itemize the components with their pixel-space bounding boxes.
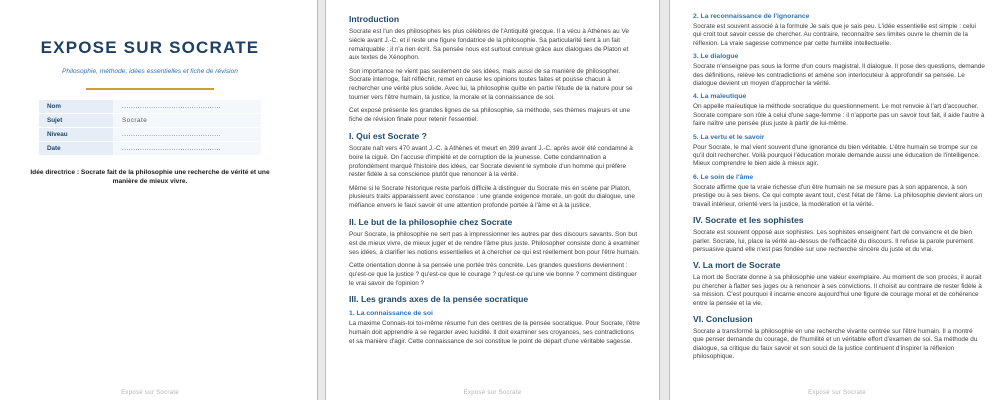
subsection-heading: 5. La vertu et le savoir <box>693 133 765 141</box>
subsection-heading: 2. La reconnaissance de l'ignorance <box>693 13 810 20</box>
paragraph: Socrate naît vers 470 avant J.-C. à Athènes et meurt en 399 avant J.-C. après avoir été condamné à boire la ciguë. On l'accuse d'impiété et de corruption de la jeunesse. Cette condamnation a profondément marqué l'histoire des idées, car Socrate devient le symbole d'un homme qui préfère rester fidèle à sa conscience plutôt que renoncer à la vérité. <box>349 144 633 179</box>
document-subtitle: Philosophie, méthode, idées essentielles et fiche de révision <box>62 68 238 75</box>
gold-divider <box>86 88 214 90</box>
row-label: Nom <box>39 100 113 113</box>
row-value: ............................................ <box>113 100 261 113</box>
table-row <box>39 100 261 114</box>
row-value: Socrate <box>113 114 261 127</box>
paragraph: La maxime Connais-toi toi-même résume l'un des centres de la pensée socratique. Pour Socrate, l'être humain doit apprendre à se regarder avec lucidité. Il doit examiner ses croyances, ses contradictions et sa manière d'agir. Cette connaissance de soi constitue le point de départ d'une véritable sagesse. <box>349 320 640 345</box>
paragraph: Socrate est souvent opposé aux sophistes. Les sophistes enseignent l'art de convaincre et de bien parler. Socrate, lui, place la vérité au-dessus de l'efficacité du discours. Il refuse la parole purement persuasive quand elle n'est pas fondée sur une recherche sincère du juste et du vrai. <box>693 229 973 253</box>
paragraph: Socrate a transformé la philosophie en une recherche vivante centrée sur l'être humain. Il a montré que penser demande du courage, de l'humilité et un véritable effort d'examen de soi. Sa méthode du dialogue, sa critique du faux savoir et son souci de la justice continuent d'inspirer la réflexion philosophique. <box>693 327 978 361</box>
document-page-2[interactable] <box>325 0 660 400</box>
row-value: ............................................ <box>113 142 261 155</box>
section-heading: II. Le but de la philosophie chez Socrate <box>349 217 513 228</box>
paragraph: Socrate affirme que la vraie richesse d'un être humain ne se mesure pas à son apparence, à son prestige ou à ses biens. Ce qui compte avant tout, c'est l'état de l'âme. La philosophie devient alors un travail intérieur, orienté vers la justice, la modération et la vérité. <box>693 183 983 208</box>
row-value: ............................................ <box>113 128 261 141</box>
section-heading: I. Qui est Socrate ? <box>349 130 427 141</box>
page2-content <box>326 0 659 347</box>
section-heading: VI. Conclusion <box>693 313 753 324</box>
subsection-heading: 4. La maïeutique <box>693 93 747 101</box>
paragraph: Socrate est souvent associé à la formule Je sais que je sais peu. L'idée essentielle est simple : celui qui croit tout savoir cesse de chercher. Au contraire, reconnaître ses limites ouvre le chemin de la réflexion. La vraie sagesse commence par cette humilité intellectuelle. <box>693 23 976 47</box>
section-heading: V. La mort de Socrate <box>693 260 781 271</box>
paragraph: Pour Socrate, la philosophie ne sert pas à impressionner les autres par des discours savants. Son but est de mieux vivre, de mieux juger et de rendre l'âme plus juste. Philosopher consiste donc à examiner ses idées, à clarifier les notions essentielles et à chercher ce qui est réellement bon pour l'être humain. <box>349 231 640 256</box>
document-page-1[interactable] <box>0 0 318 400</box>
paragraph: Socrate n'enseigne pas sous la forme d'un cours magistral. Il dialogue. Il pose des questions, demande des définitions, relève les contradictions et amène son interlocuteur à approfondir sa pensée. Le dialogue devient un moyen d'approcher la vérité. <box>693 63 985 88</box>
section-heading: Introduction <box>349 14 400 24</box>
section-heading: IV. Socrate et les sophistes <box>693 215 804 226</box>
paragraph: On appelle maïeutique la méthode socratique du questionnement. Le mot renvoie à l'art d'accoucher. Socrate compare son rôle à celui d'une sage-femme : il n'apporte pas un savoir tout fait, il aide l'autre à faire naître une pensée plus juste à partir de lui-même. <box>693 103 985 128</box>
paragraph: Pour Socrate, le mal vient souvent d'une ignorance du bien véritable. L'être humain se trompe sur ce qu'il doit rechercher. Voilà pourquoi l'éducation morale demande aussi une éducation de l'intelligence. Mieux comprendre le bien aide à mieux agir. <box>693 143 980 168</box>
document-page-3[interactable] <box>669 0 1000 400</box>
page-footer: Exposé sur Socrate <box>808 390 866 396</box>
page-footer: Exposé sur Socrate <box>121 390 179 396</box>
paragraph: Son importance ne vient pas seulement de ses idées, mais aussi de sa manière de philosopher. Socrate interroge, fait réfléchir, remet en cause les opinions toutes faites et pousse chacun à rechercher une vérité plus solide. Avec lui, la philosophie quitte en partie l'étude de la nature pour se tourner vers l'être humain, la justice, la morale et la connaissance de soi. <box>349 67 633 102</box>
info-table <box>39 100 261 156</box>
section-heading: III. Les grands axes de la pensée socratique <box>349 294 529 305</box>
lead-sentence: Idée directrice : Socrate fait de la philosophie une recherche de vérité et une manière de mieux vivre. <box>30 169 270 185</box>
paragraph: Cette orientation donne à sa pensée une portée très concrète. Les grandes questions deviennent : qu'est-ce que la justice ? qu'est-ce que le courage ? qu'est-ce qu'une vie bonne ? comment distinguer le vrai savoir de l'opinion ? <box>349 261 637 287</box>
row-label: Date <box>39 142 113 155</box>
subsection-heading: 6. Le soin de l'âme <box>693 173 754 181</box>
paragraph: La mort de Socrate donne à sa philosophie une valeur exemplaire. Au moment de son procès, il aurait pu chercher à flatter ses juges ou à renoncer à ses convictions. Il choisit au contraire de rester fidèle à sa mission. C'est pourquoi il incarne encore aujourd'hui une figure de courage moral et de cohérence entre la pensée et la vie. <box>693 274 982 307</box>
page-footer: Exposé sur Socrate <box>463 390 522 396</box>
cover <box>0 0 317 186</box>
page3-content <box>670 0 1000 362</box>
paragraph: Même si le Socrate historique reste parfois difficile à distinguer du Socrate mis en scène par Platon, plusieurs traits apparaissent avec constance : une grande exigence morale, un goût du dialogue, une méfiance envers le faux savoir et une attention profonde portée à l'âme et à la justice. <box>349 184 635 210</box>
subsection-heading: 3. Le dialogue <box>693 53 739 61</box>
subsection-heading: 1. La connaissance de soi <box>349 310 433 318</box>
table-row <box>39 142 261 156</box>
table-row <box>39 114 261 128</box>
row-label: Sujet <box>39 114 113 127</box>
paragraph: Socrate est l'un des philosophes les plus célèbres de l'Antiquité grecque. Il a vécu à Athènes au Ve siècle avant J.-C. et il reste une figure fondatrice de la philosophie. Sa particularité tient à un fait remarquable : il n'a rien écrit. Sa pensée nous est surtout connue grâce aux dialogues de Platon et aux textes de Xénophon. <box>349 28 629 62</box>
table-row <box>39 128 261 142</box>
row-label: Niveau <box>39 128 113 141</box>
page-title: EXPOSE SUR SOCRATE <box>40 38 260 57</box>
paragraph: Cet exposé présente les grandes lignes de sa philosophie, sa méthode, ses thèmes majeurs et une fiche de révision finale pour retenir l'essentiel. <box>349 107 631 124</box>
